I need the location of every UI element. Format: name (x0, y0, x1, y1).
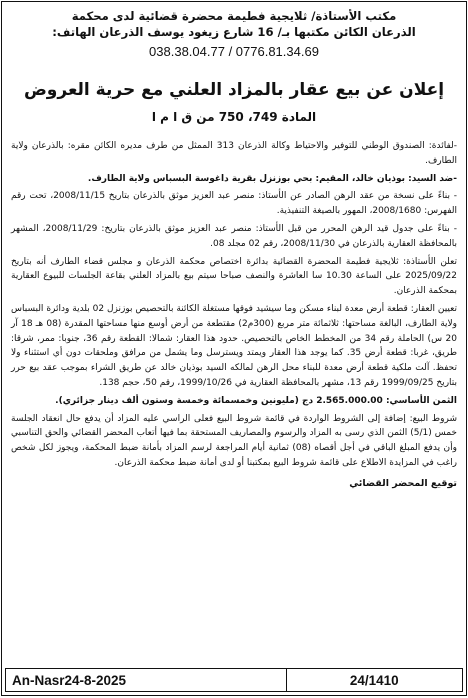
property-description-paragraph: تعيين العقار: قطعة أرض معدة لبناء مسكن وما سيشيد فوقها مستغلة الكائنة بالتحصيص بوزنزل 02 بلدية ودائرة البسباس ولاية الطارف، البالغة مساحتها: ثلاثمائة متر مربع (300م2) مقتطعة من أرض أوسع منها مساحتها المقدرة (08 هـ 18 آر 20 س) الحاملة رقم 34 من المخطط الخاص بالتحصيص. حدود هذا العقار: شمالا: القطعة رقم 36، جنوبا: ممر، شرقا: طريق، غربا: قطعة أرض 35. كما يوجد هذا العقار ويمتد ويسترسل وما يشمل من مرافق وملحقات دون أي استثناء ولا تحفظ. آلت ملكية قطعة أرض معدة للبناء محل الرهن لمالكه السيد بوذيان خالد عن طريق الشراء بموجب عقد بيع حرر بتاريخ 1999/09/25 رقم 13، مشهر بالمحافظة العقارية في 1999/10/26، رقم 50، حجم 138. (11, 303, 458, 388)
announcement-title: إعلان عن بيع عقار بالمزاد العلني مع حرية العروض (23, 80, 445, 100)
mortgage-deed-paragraph: - بناءً على نسخة من عقد الرهن الصادر عن الأستاذ: منصر عبد العزيز موثق بالذرعان بتاريخ 2008/11/15، تحت رقم الفهرس: 2008/1680، المهور بالصيغة التنفيذية. (11, 191, 457, 217)
bailiff-signature: توقيع المحضر القضائي (349, 477, 457, 489)
sale-conditions-paragraph: شروط البيع: إضافة إلى الشروط الواردة في قائمة شروط البيع فعلى الراسي عليه المزاد أن يدفع حال انعقاد الجلسة خمس (5/1) الثمن الذي رسى به المزاد والرسوم والمصاريف المستحقة بما فيها أتعاب المحضر القضائي والحق التناسبي وأن يدفع المبلغ الباقي في أجل أقصاه (08) ثمانية أيام المراجعة لرسم المزاد بأمانة ضبط المحكمة، ويجوز لكل شخص راغب في المزايدة الاطلاع على قائمة شروط البيع بمكتبنا أو لدى أمانة ضبط محكمة الذرعان. (11, 413, 457, 468)
bailiff-office-line-2: الذرعان الكائن مكتبها بـ/ 16 شارع زيغود يوسف الذرعان الهاتف: (52, 25, 416, 39)
mortgage-registration-paragraph: - بناءً على جدول قيد الرهن المحرر من قبل الأستاذ: منصر عبد العزيز موثق بالذرعان بتاريخ: 2008/11/29، المشهر بالمحافظة العقارية بالذرعان في 2008/11/30، رقم 02 مجلد 08. (11, 223, 457, 249)
publication-reference: 24/1410 (349, 672, 399, 688)
newspaper-date: An-Nasr24-8-2025 (6, 669, 287, 691)
publication-footer (5, 668, 463, 692)
beneficiary-paragraph: -لفائدة: الصندوق الوطني للتوفير والاحتياط وكالة الذرعان 313 الممثل من طرف مديره الكائن مقره: بالذرعان ولاية الطارف. (11, 141, 457, 166)
phone-numbers: 038.38.04.77 / 0776.81.34.69 (149, 44, 319, 59)
debtor-paragraph: -ضد السيد: بوذيان خالد، المقيم: بحي بوزنزل بقرية داغوسة البسباس ولاية الطارف. (87, 173, 457, 184)
legal-article-reference: المادة 749، 750 من ق ا م ا (151, 110, 317, 124)
bailiff-office-line-1: مكتب الأستاذة/ ثلايجية فطيمة محضرة قضائية لدى محكمة (71, 9, 397, 23)
auction-announcement-paragraph: تعلن الأستاذة: ثلايجية فطيمة المحضرة القضائية بدائرة اختصاص محكمة الذرعان و مجلس قضاء الطارف أنه بتاريخ 2025/09/22 على الساعة 10.30 سا العاشرة والنصف صباحا سيتم بيع بالمزاد العلني بقاعة الجلسات للبيوع العقارية بمحكمة الذرعان. (11, 256, 457, 297)
legal-notice-page (1, 1, 467, 696)
base-price-paragraph: الثمن الأساسي: 2.565.000.00 دج (مليونين وخمسمائة وخمسة وستون ألف دينار جزائري). (55, 395, 457, 406)
notice-body (11, 139, 457, 471)
